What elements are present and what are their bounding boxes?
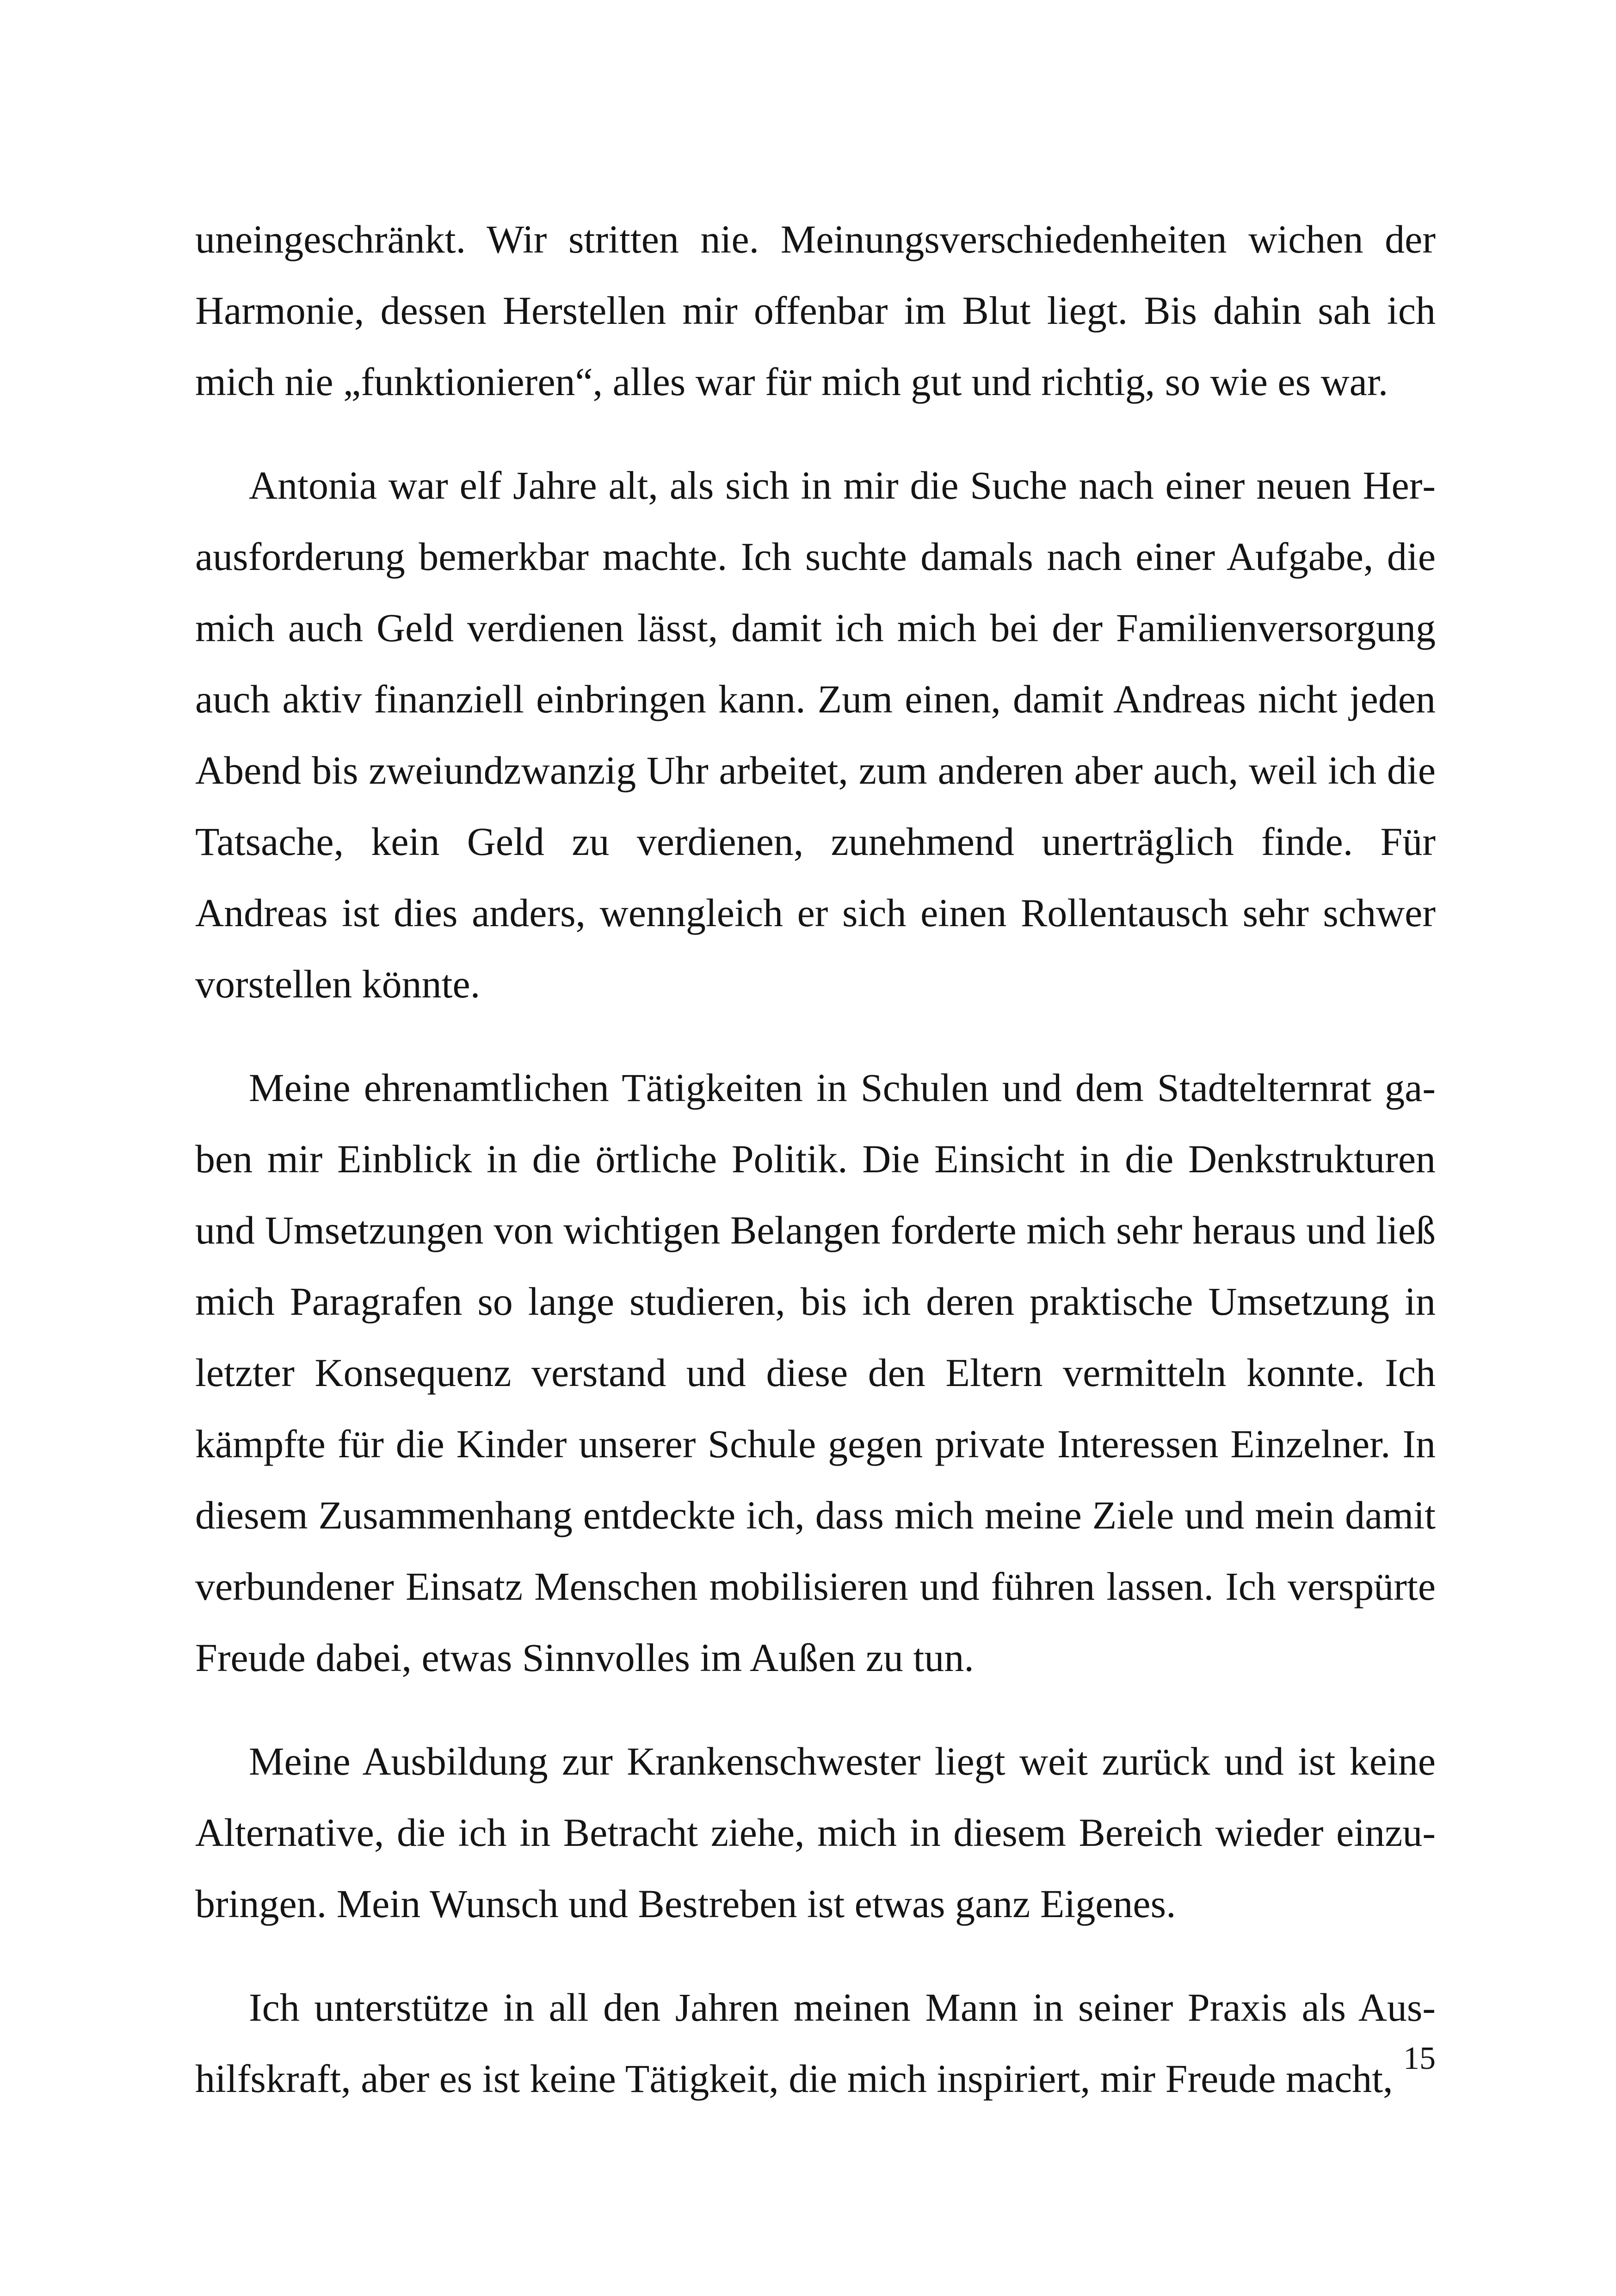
paragraph-antonia: Antonia war elf Jahre alt, als sich in mir die Suche nach einer neuen Herausforderung bemerkbar machte. Ich suchte damals nach einer Aufgabe, die mich auch Geld verdienen lässt, damit ich mich bei der Familienversorgung auch aktiv finanziell einbringen kann. Zum einen, damit Andreas nicht jeden Abend bis zweiundzwanzig Uhr arbeitet, zum anderen aber auch, weil ich die Tatsache, kein Geld zu verdienen, zunehmend unerträglich finde. Für Andreas ist dies anders, wenngleich er sich einen Rollentausch sehr schwer vorstellen könnte.: [195, 463, 1436, 1006]
paragraph-ehrenamt: Meine ehrenamtlichen Tätigkeiten in Schulen und dem Stadtelternrat gaben mir Einblick in die örtliche Politik. Die Einsicht in die Denkstrukturen und Umsetzungen von wichtigen Belangen forderte mich sehr heraus und ließ mich Paragrafen so lange studieren, bis ich deren praktische Umsetzung in letzter Konsequenz verstand und diese den Eltern vermitteln konnte. Ich kämpfte für die Kinder unserer Schule gegen private Interessen Einzelner. In diesem Zusammenhang entdeckte ich, dass mich meine Ziele und mein damit verbundener Einsatz Menschen mobilisieren und führen lassen. Ich verspürte Freude dabei, etwas Sinnvolles im Außen zu tun.: [195, 1065, 1436, 1680]
page-number: 15: [1403, 2041, 1436, 2076]
paragraph-continuation: uneingeschränkt. Wir stritten nie. Meinungsverschiedenheiten wichen der Harmonie, dessen Herstellen mir offenbar im Blut liegt. Bis dahin sah ich mich nie „funktionieren“, alles war für mich gut und richtig, so wie es war.: [195, 217, 1436, 404]
paragraph-praxis: Ich unterstütze in all den Jahren meinen Mann in seiner Praxis als Aushilfskraft, aber es ist keine Tätigkeit, die mich inspiriert, mir Freude macht,: [195, 1985, 1436, 2101]
paragraph-ausbildung: Meine Ausbildung zur Krankenschwester liegt weit zurück und ist keine Alternative, die ich in Betracht ziehe, mich in diesem Bereich wieder einzubringen. Mein Wunsch und Bestreben ist etwas ganz Eigenes.: [195, 1739, 1436, 1926]
body-text: [195, 204, 1436, 2114]
